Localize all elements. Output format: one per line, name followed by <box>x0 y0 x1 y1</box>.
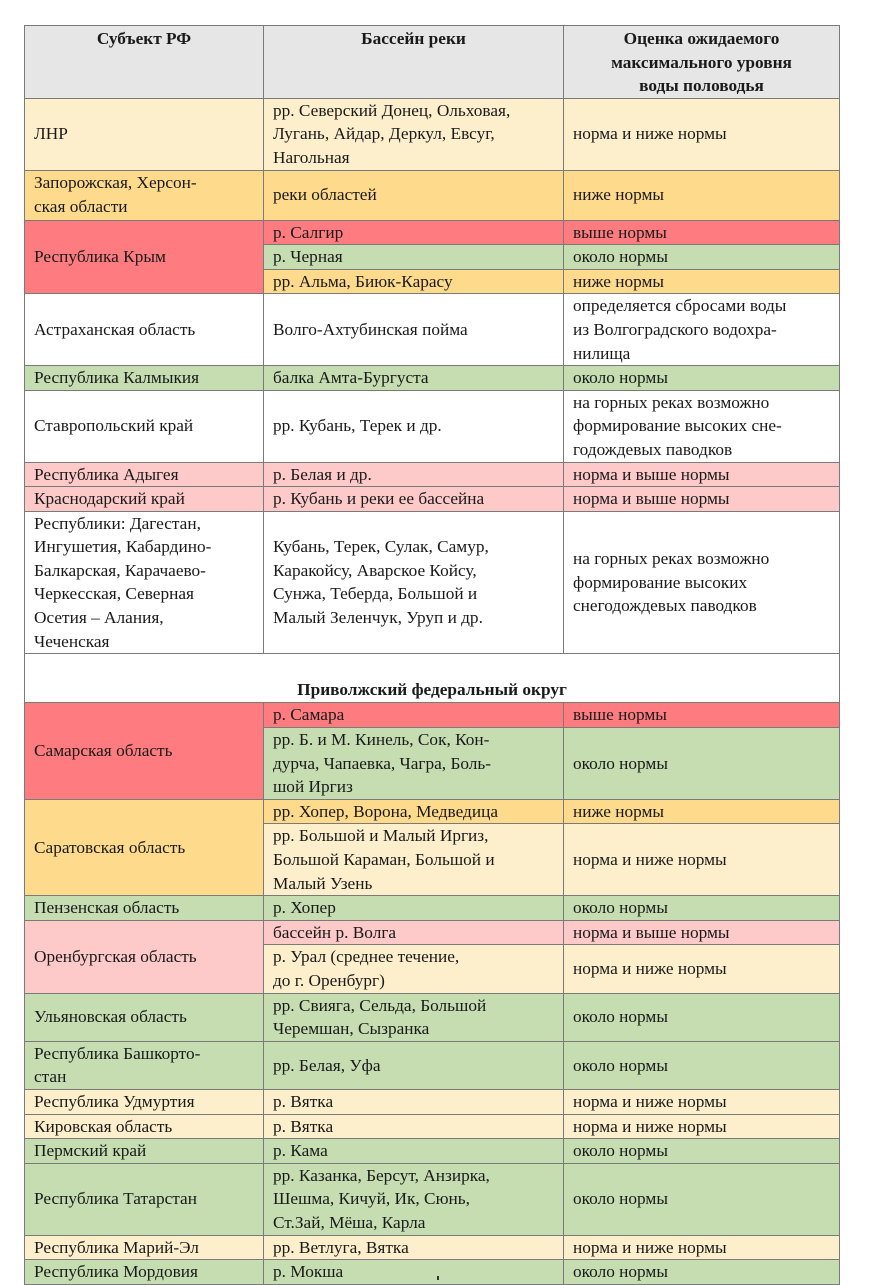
section-title: Приволжский федеральный округ <box>25 654 840 703</box>
assessment-cell: ниже нормы <box>564 170 840 220</box>
assessment-cell: норма и выше нормы <box>564 462 840 487</box>
assessment-cell: норма и выше нормы <box>564 487 840 512</box>
assessment-cell: около нормы <box>564 1139 840 1164</box>
table-row <box>25 1163 840 1235</box>
subject-cell: Краснодарский край <box>25 487 264 512</box>
assessment-cell: на горных реках возможно формирование высоких снегодождевых паводков <box>564 511 840 654</box>
header-assessment: Оценка ожидаемого максимального уровня воды половодья <box>564 26 840 99</box>
subject-cell: Астраханская область <box>25 294 264 366</box>
assessment-cell: около нормы <box>564 1163 840 1235</box>
basin-cell: рр. Б. и М. Кинель, Сок, Кон- дурча, Чапаевка, Чагра, Боль- шой Иргиз <box>264 727 564 799</box>
subject-cell: Пермский край <box>25 1139 264 1164</box>
table-row <box>25 1139 840 1164</box>
assessment-cell: выше нормы <box>564 703 840 728</box>
basin-cell: р. Вятка <box>264 1114 564 1139</box>
basin-cell: р. Мокша <box>264 1260 564 1285</box>
table-row <box>25 1260 840 1285</box>
section-row <box>25 654 840 703</box>
subject-cell: Республика Калмыкия <box>25 366 264 391</box>
subject-cell: Республика Марий-Эл <box>25 1235 264 1260</box>
subject-cell: Саратовская область <box>25 799 264 895</box>
table-row <box>25 170 840 220</box>
table-row <box>25 98 840 170</box>
assessment-cell: около нормы <box>564 1260 840 1285</box>
table-row <box>25 487 840 512</box>
assessment-cell: норма и ниже нормы <box>564 824 840 896</box>
assessment-cell: ниже нормы <box>564 799 840 824</box>
basin-cell: р. Вятка <box>264 1089 564 1114</box>
basin-cell: рр. Казанка, Берсут, Анзирка, Шешма, Кичуй, Ик, Сюнь, Ст.Зай, Мёша, Карла <box>264 1163 564 1235</box>
assessment-cell: норма и ниже нормы <box>564 1114 840 1139</box>
table-row <box>25 1041 840 1089</box>
assessment-cell: около нормы <box>564 366 840 391</box>
subject-cell: ЛНР <box>25 98 264 170</box>
assessment-cell: ниже нормы <box>564 269 840 294</box>
assessment-cell: норма и ниже нормы <box>564 1089 840 1114</box>
table-row <box>25 799 840 824</box>
assessment-cell: около нормы <box>564 1041 840 1089</box>
assessment-cell: норма и ниже нормы <box>564 945 840 993</box>
assessment-cell: около нормы <box>564 727 840 799</box>
basin-cell: рр. Альма, Биюк-Карасу <box>264 269 564 294</box>
assessment-cell: выше нормы <box>564 220 840 245</box>
table-row <box>25 703 840 728</box>
basin-cell: рр. Кубань, Терек и др. <box>264 390 564 462</box>
basin-cell: рр. Северский Донец, Ольховая, Лугань, Айдар, Деркул, Евсуг, Нагольная <box>264 98 564 170</box>
basin-cell: Кубань, Терек, Сулак, Самур, Каракойсу, Аварское Койсу, Сунжа, Теберда, Большой и Малый Зеленчук, Уруп и др. <box>264 511 564 654</box>
basin-cell: р. Кама <box>264 1139 564 1164</box>
basin-cell: р. Белая и др. <box>264 462 564 487</box>
basin-cell: р. Хопер <box>264 896 564 921</box>
subject-cell: Ставропольский край <box>25 390 264 462</box>
assessment-cell: около нормы <box>564 896 840 921</box>
table-row <box>25 1089 840 1114</box>
table-row <box>25 294 840 366</box>
basin-cell: рр. Свияга, Сельда, Большой Черемшан, Сызранка <box>264 993 564 1041</box>
subject-cell: Самарская область <box>25 703 264 800</box>
table-row <box>25 366 840 391</box>
subject-cell: Республика Крым <box>25 220 264 294</box>
header-basin: Бассейн реки <box>264 26 564 99</box>
table-row <box>25 993 840 1041</box>
table-row <box>25 1114 840 1139</box>
flood-forecast-table <box>24 25 840 1285</box>
page-mark <box>437 1276 439 1280</box>
basin-cell: рр. Белая, Уфа <box>264 1041 564 1089</box>
assessment-cell: норма и выше нормы <box>564 920 840 945</box>
basin-cell: рр. Хопер, Ворона, Медведица <box>264 799 564 824</box>
table-row <box>25 462 840 487</box>
basin-cell: балка Амта-Бургуста <box>264 366 564 391</box>
table-row <box>25 896 840 921</box>
subject-cell: Ульяновская область <box>25 993 264 1041</box>
subject-cell: Республика Удмуртия <box>25 1089 264 1114</box>
basin-cell: рр. Большой и Малый Иргиз, Большой Караман, Большой и Малый Узень <box>264 824 564 896</box>
table-header-row <box>25 26 840 99</box>
header-subject: Субъект РФ <box>25 26 264 99</box>
subject-cell: Республика Татарстан <box>25 1163 264 1235</box>
subject-cell: Республика Мордовия <box>25 1260 264 1285</box>
basin-cell: р. Урал (среднее течение, до г. Оренбург) <box>264 945 564 993</box>
basin-cell: р. Кубань и реки ее бассейна <box>264 487 564 512</box>
basin-cell: реки областей <box>264 170 564 220</box>
subject-cell: Республика Адыгея <box>25 462 264 487</box>
assessment-cell: норма и ниже нормы <box>564 1235 840 1260</box>
table-row <box>25 390 840 462</box>
basin-cell: рр. Ветлуга, Вятка <box>264 1235 564 1260</box>
table-row <box>25 220 840 245</box>
assessment-cell: около нормы <box>564 245 840 270</box>
subject-cell: Республики: Дагестан, Ингушетия, Кабардино- Балкарская, Карачаево- Черкесская, Северная Осетия – Алания, Чеченская <box>25 511 264 654</box>
subject-cell: Оренбургская область <box>25 920 264 993</box>
basin-cell: бассейн р. Волга <box>264 920 564 945</box>
subject-cell: Пензенская область <box>25 896 264 921</box>
basin-cell: р. Черная <box>264 245 564 270</box>
subject-cell: Республика Башкорто- стан <box>25 1041 264 1089</box>
basin-cell: р. Самара <box>264 703 564 728</box>
table-row <box>25 511 840 654</box>
assessment-cell: на горных реках возможно формирование высоких сне- годождевых паводков <box>564 390 840 462</box>
table-row <box>25 1235 840 1260</box>
table-row <box>25 920 840 945</box>
assessment-cell: около нормы <box>564 993 840 1041</box>
assessment-cell: норма и ниже нормы <box>564 98 840 170</box>
subject-cell: Кировская область <box>25 1114 264 1139</box>
assessment-cell: определяется сбросами воды из Волгоградского водохра- нилища <box>564 294 840 366</box>
basin-cell: р. Салгир <box>264 220 564 245</box>
basin-cell: Волго-Ахтубинская пойма <box>264 294 564 366</box>
subject-cell: Запорожская, Херсон- ская области <box>25 170 264 220</box>
